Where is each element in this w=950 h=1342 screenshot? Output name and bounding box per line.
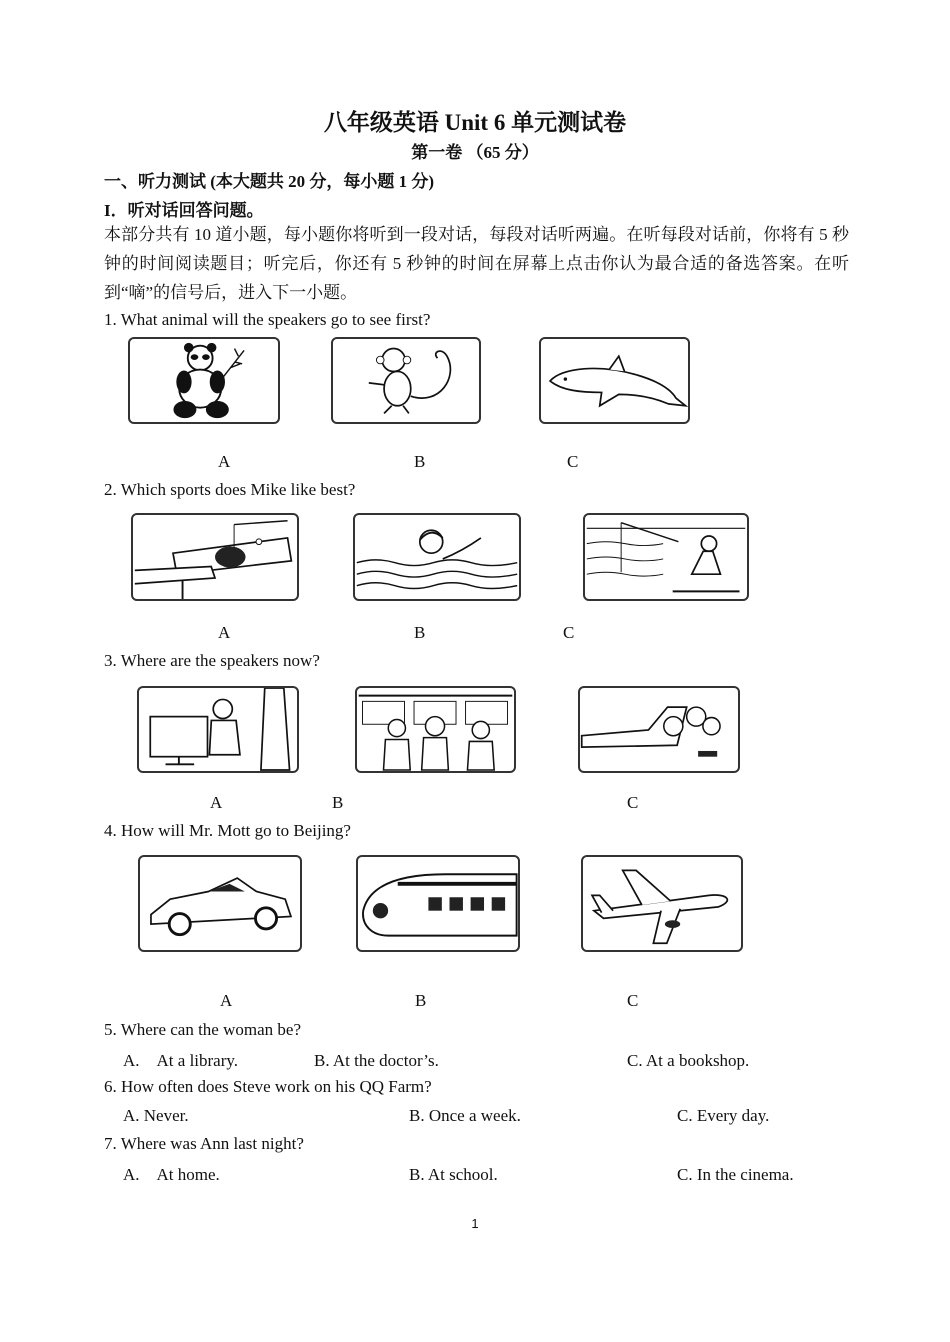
page-subtitle: 第一卷 （65 分） (411, 143, 539, 162)
train-picture[interactable] (356, 855, 520, 952)
option-letter: C (627, 991, 639, 1010)
dolphin-picture[interactable] (539, 337, 690, 424)
answer-option: B. Once a week. (409, 1106, 521, 1125)
option-letter: B (414, 452, 426, 471)
option-letter: A (210, 793, 223, 812)
question-2: 2. Which sports does Mike like best? (104, 480, 356, 499)
answer-option: B. At the doctor’s. (314, 1051, 439, 1070)
answer-option: C. Every day. (677, 1106, 770, 1125)
option-letter: A (218, 623, 231, 642)
option-letter: B (332, 793, 344, 812)
office-picture[interactable] (137, 686, 299, 773)
question-1: 1. What animal will the speakers go to see first? (104, 310, 431, 329)
panda-picture[interactable] (128, 337, 280, 424)
question-6: 6. How often does Steve work on his QQ Farm? (104, 1077, 432, 1096)
swimming-picture[interactable] (353, 513, 521, 601)
option-letter: C (563, 623, 575, 642)
answer-option: A. At home. (123, 1165, 220, 1184)
instructions-paragraph: 本部分共有 10 道小题，每小题你将听到一段对话，每段对话听两遍。在听每段对话前，你将有 5 秒钟的时间阅读题目；听完后，你还有 5 秒钟的时间在屏幕上点击你认为最合适的备选答案。在听到“嘀”的信号后，进入下一小题。 (104, 225, 849, 302)
ping-pong-picture[interactable] (131, 513, 299, 601)
option-letter: A (220, 991, 233, 1010)
page-number: 1 (471, 1216, 479, 1231)
question-3: 3. Where are the speakers now? (104, 651, 320, 670)
option-letter: A (218, 452, 231, 471)
answer-option: A. At a library. (123, 1051, 239, 1070)
fishing-picture[interactable] (583, 513, 749, 601)
answer-option: C. At a bookshop. (627, 1051, 750, 1070)
part-heading: 一、听力测试 (本大题共 20 分，每小题 1 分) (104, 172, 435, 191)
bus-picture[interactable] (355, 686, 516, 773)
question-7: 7. Where was Ann last night? (104, 1134, 304, 1153)
section-heading: I．听对话回答问题。 (104, 201, 264, 220)
plane-picture[interactable] (581, 855, 743, 952)
page-title: 八年级英语 Unit 6 单元测试卷 (323, 110, 627, 135)
option-letter: C (567, 452, 579, 471)
answer-option: A. Never. (123, 1106, 189, 1125)
answer-option: B. At school. (409, 1165, 498, 1184)
sports-car-picture[interactable] (138, 855, 302, 952)
monkey-picture[interactable] (331, 337, 481, 424)
option-letter: C (627, 793, 639, 812)
option-letter: B (414, 623, 426, 642)
question-5: 5. Where can the woman be? (104, 1020, 301, 1039)
question-4: 4. How will Mr. Mott go to Beijing? (104, 821, 351, 840)
answer-option: C. In the cinema. (677, 1165, 794, 1184)
car-interior-picture[interactable] (578, 686, 740, 773)
option-letter: B (415, 991, 427, 1010)
